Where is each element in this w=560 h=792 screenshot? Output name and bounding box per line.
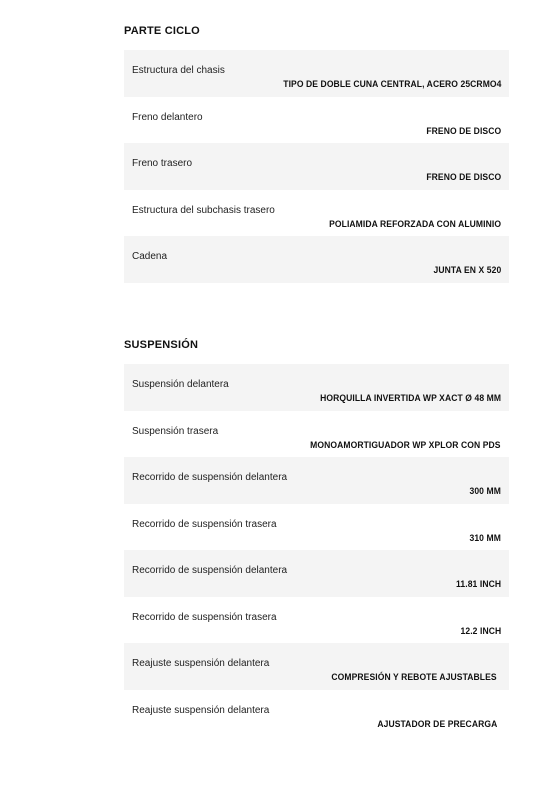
spec-label: Suspensión trasera bbox=[132, 425, 219, 437]
spec-label: Recorrido de suspensión trasera bbox=[132, 518, 277, 530]
spec-row bbox=[124, 504, 509, 551]
spec-label: Estructura del chasis bbox=[132, 65, 225, 76]
spec-row bbox=[124, 364, 509, 411]
spec-value: 11.81 INCH bbox=[455, 579, 501, 590]
spec-label: Recorrido de suspensión trasera bbox=[132, 611, 277, 623]
spec-value: COMPRESIÓN Y REBOTE AJUSTABLES bbox=[331, 672, 497, 683]
spec-label: Suspensión delantera bbox=[132, 379, 229, 390]
spec-label: Freno delantero bbox=[132, 111, 203, 123]
section-parte-ciclo bbox=[124, 24, 509, 283]
spec-row bbox=[124, 236, 509, 283]
spec-list bbox=[124, 50, 509, 283]
spec-value: MONOAMORTIGUADOR WP XPLOR CON PDS bbox=[310, 439, 501, 451]
spec-label: Recorrido de suspensión delantera bbox=[132, 472, 288, 483]
spec-row bbox=[124, 97, 509, 144]
spec-row bbox=[124, 411, 509, 458]
section-title: PARTE CICLO bbox=[124, 25, 200, 37]
spec-value: TIPO DE DOBLE CUNA CENTRAL, ACERO 25CRMO4 bbox=[282, 79, 501, 90]
spec-value: POLIAMIDA REFORZADA CON ALUMINIO bbox=[329, 218, 501, 230]
spec-row bbox=[124, 457, 509, 504]
spec-label: Freno trasero bbox=[132, 158, 193, 169]
spec-row bbox=[124, 597, 509, 644]
spec-row bbox=[124, 690, 509, 737]
spec-value: FRENO DE DISCO bbox=[426, 125, 501, 137]
section-title: SUSPENSIÓN bbox=[124, 339, 199, 351]
spec-value: 12.2 INCH bbox=[460, 625, 501, 637]
section-suspension bbox=[124, 338, 509, 736]
spec-row bbox=[124, 50, 509, 97]
spec-row bbox=[124, 550, 509, 597]
spec-list bbox=[124, 364, 509, 736]
spec-label: Estructura del subchasis trasero bbox=[132, 204, 275, 216]
spec-row bbox=[124, 143, 509, 190]
spec-label: Reajuste suspensión delantera bbox=[132, 658, 270, 669]
spec-label: Reajuste suspensión delantera bbox=[132, 704, 270, 716]
spec-value: HORQUILLA INVERTIDA WP XACT Ø 48 MM bbox=[320, 393, 501, 404]
spec-label: Recorrido de suspensión delantera bbox=[132, 565, 288, 576]
spec-row bbox=[124, 190, 509, 237]
spec-value: AJUSTADOR DE PRECARGA bbox=[376, 718, 497, 730]
spec-value: 300 MM bbox=[469, 486, 501, 497]
spec-row bbox=[124, 643, 509, 690]
spec-value: 310 MM bbox=[469, 532, 501, 544]
spec-value: JUNTA EN X 520 bbox=[433, 265, 501, 276]
spec-label: Cadena bbox=[132, 251, 168, 262]
spec-value: FRENO DE DISCO bbox=[426, 172, 501, 183]
